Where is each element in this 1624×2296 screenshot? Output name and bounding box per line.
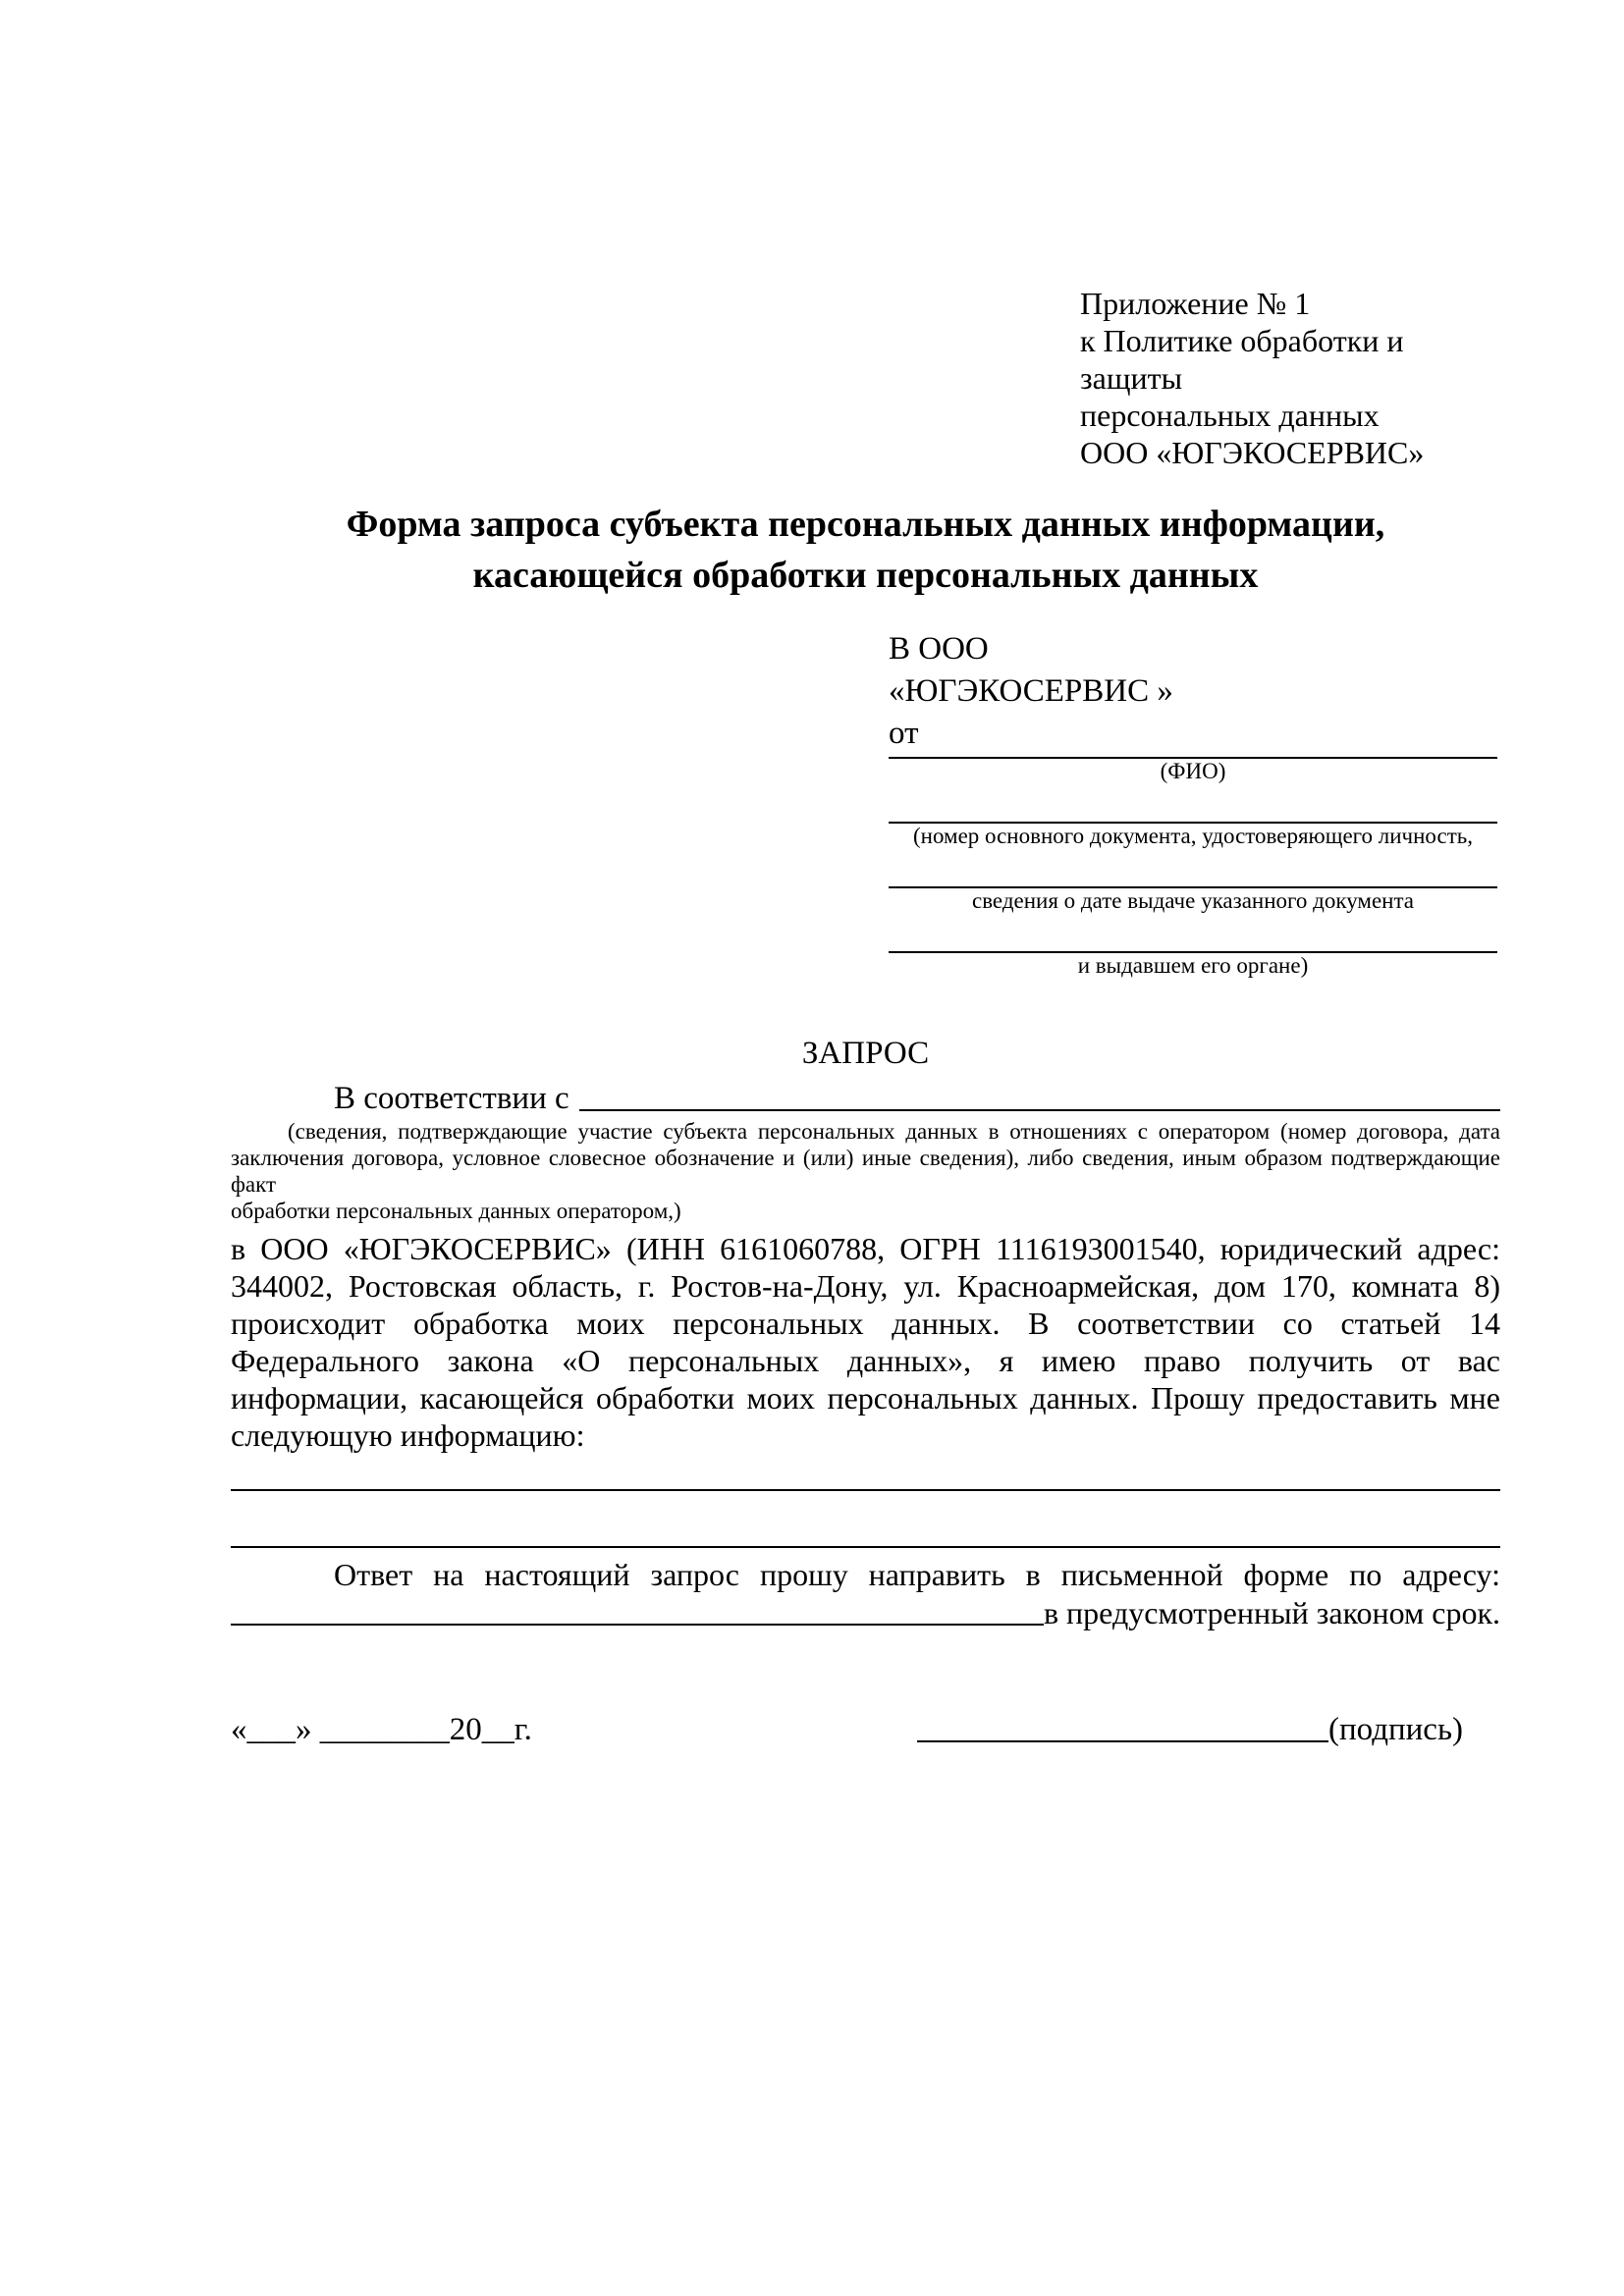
document-title <box>231 499 1500 601</box>
signature-blank-underline <box>917 1740 1328 1742</box>
appendix-line: к Политике обработки и защиты <box>1080 323 1404 396</box>
addressee-line: «ЮГЭКОСЕРВИС » <box>889 673 1173 709</box>
addressee-line: от <box>889 716 919 751</box>
intro-blank-underline <box>579 1109 1500 1111</box>
body-line: информации, касающейся обработки моих персональных данных. Прошу предоставить мне <box>231 1380 1500 1415</box>
date-blank-line: «___» ________20__г. <box>231 1712 532 1747</box>
blank-ruled-line-2 <box>231 1546 1500 1548</box>
field-caption-issue-date: сведения о дате выдаче указанного документа <box>971 888 1415 913</box>
body-line: следующую информацию: <box>231 1417 585 1453</box>
field-caption-document-number: (номер основного документа, удостоверяющего личность, <box>912 824 1473 848</box>
intro-caption-line: (сведения, подтверждающие участие субъекта персональных данных в отношениях с оператором (номер договора, дата <box>288 1119 1500 1144</box>
answer-paragraph-line1: Ответ на настоящий запрос прошу направить в письменной форме по адресу: <box>334 1557 1500 1592</box>
appendix-block <box>1080 0 1500 471</box>
blank-ruled-line-1 <box>231 1489 1500 1491</box>
footer-row <box>231 1709 1500 1750</box>
request-heading: ЗАПРОС <box>801 1036 930 1071</box>
signature-caption: (подпись) <box>1328 1712 1463 1747</box>
appendix-line: Приложение № 1 <box>1080 286 1311 321</box>
blank-field-document-number <box>889 808 1497 824</box>
body-line: происходит обработка моих персональных данных. В соответствии со статьей 14 <box>231 1306 1500 1341</box>
body-line: Федерального закона «О персональных данных», я имею право получить от вас <box>231 1343 1500 1378</box>
intro-label: В соответствии с <box>334 1081 569 1116</box>
blank-field-issue-date <box>889 873 1497 888</box>
body-paragraph <box>231 1230 1500 1454</box>
title-line: касающейся обработки персональных данных <box>472 555 1259 596</box>
blank-field-issuing-authority <box>889 937 1497 953</box>
appendix-line: персональных данных <box>1080 398 1380 433</box>
intro-caption-line: заключения договора, условное словесное обозначение и (или) иные сведения), либо сведения, иным образом подтверждающие факт <box>231 1146 1500 1197</box>
intro-caption-line: обработки персональных данных оператором,) <box>231 1199 681 1223</box>
field-caption-fio: (ФИО) <box>1160 759 1226 783</box>
addressee-block <box>889 628 1497 979</box>
appendix-line: ООО «ЮГЭКОСЕРВИС» <box>1080 435 1425 470</box>
field-caption-issuing-authority: и выдавшем его органе) <box>1077 953 1309 978</box>
address-blank-underline <box>231 1624 1044 1626</box>
addressee-line: В ООО <box>889 631 989 667</box>
body-line: в ООО «ЮГЭКОСЕРВИС» (ИНН 6161060788, ОГРН 1116193001540, юридический адрес: <box>231 1231 1500 1266</box>
intro-line <box>231 1079 1500 1118</box>
answer-line2-tail: в предусмотренный законом срок. <box>1043 1595 1500 1630</box>
body-line: 344002, Ростовская область, г. Ростов-на-Дону, ул. Красноармейская, дом 170, комната 8) <box>231 1268 1500 1304</box>
title-line: Форма запроса субъекта персональных данных информации, <box>346 504 1385 545</box>
signature-group <box>917 1709 1463 1750</box>
intro-caption <box>231 1118 1500 1224</box>
answer-paragraph-line2 <box>231 1593 1500 1632</box>
